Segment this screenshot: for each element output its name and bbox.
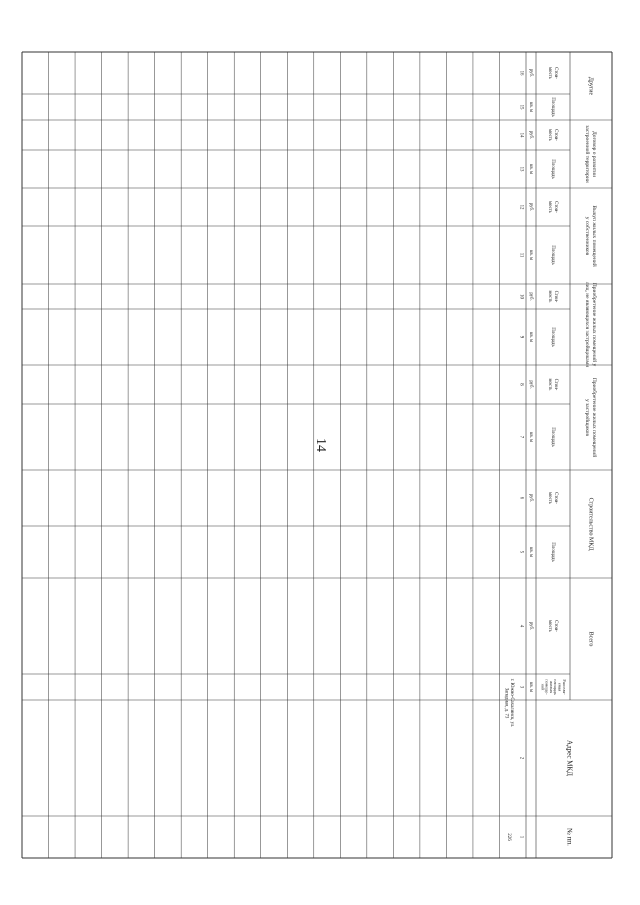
cell-address: г. Южно-Сахалинск, ул. [508,678,514,728]
subheader-area: Площадь [549,159,555,179]
column-number: 4 [518,624,524,628]
subheader-cost: Стои- [552,290,558,303]
column-number: 12 [518,204,524,210]
group-header: Договор о развитии [591,130,598,178]
unit-label: кв. м [527,249,533,261]
subheader-cost: мость [546,67,552,79]
subheader-resettled: ний [540,683,546,691]
group-header: застроенной территории [584,125,591,183]
cell-num: 226 [506,833,512,841]
group-header: Выкуп жилых помещений [591,205,598,267]
subheader-area: Площадь [549,327,555,347]
unit-label: кв. м [527,681,533,693]
column-number: 9 [518,335,524,339]
subheader-resettled: емая [557,682,563,692]
subheader-cost: Стои- [552,201,558,213]
group-header: Приобретение жилых помещений [591,377,598,458]
subheader-cost: Стои- [552,378,558,391]
subheader-resettled: Расселя- [561,679,567,695]
subheader-area: Площадь [549,97,555,117]
unit-label: руб. [527,621,533,631]
subheader-cost: Стои- [552,67,558,79]
column-number: 15 [518,104,524,110]
subheader-cost: мость [546,290,552,303]
column-number: 11 [518,252,524,258]
column-number: 6 [518,496,524,500]
column-number: 13 [518,166,524,172]
subheader-cost: мость [546,378,552,391]
subheader-cost: мость [546,129,552,141]
column-number: 10 [518,294,524,299]
subheader-resettled: жилых [548,680,554,694]
unit-label: руб. [527,380,533,389]
subheader-area: Площадь [549,542,555,562]
subheader-resettled: площадь [553,679,559,695]
group-header: Другие [587,76,594,96]
column-number: 8 [518,383,524,386]
group-header: Всего [587,631,594,647]
subheader-cost: мость [546,620,552,632]
column-number: 2 [518,756,524,760]
table-content [503,67,598,846]
subheader-cost: мость [546,201,552,213]
column-number: 1 [518,835,524,839]
group-header: Строительство МКД [587,497,594,551]
unit-label: кв. м [527,331,533,343]
unit-label: руб. [527,130,533,140]
column-number: 3 [518,685,524,689]
unit-label: кв. м [527,101,533,113]
group-header: Приобретение жилых помещений у [591,282,598,367]
unit-label: кв. м [527,431,533,443]
header-num: № пп. [565,828,574,846]
subheader-cost: мость [546,492,552,504]
subheader-cost: Стои- [552,492,558,504]
unit-label: руб. [527,68,533,78]
cell-address: Западная, д. 73 [503,687,509,719]
unit-label: руб. [527,292,533,301]
group-header: у собственников [584,216,591,256]
subheader-cost: Стои- [552,620,558,632]
unit-label: руб. [527,493,533,503]
column-number: 5 [518,550,524,554]
table-grid [22,52,612,858]
subheader-area: Площадь [549,245,555,265]
column-number: 7 [518,435,524,439]
subheader-cost: Стои- [552,129,558,141]
subheader-area: Площадь [549,427,555,447]
page-number: 14 [313,438,328,452]
column-number: 16 [518,70,524,76]
group-header: лиц, не являющихся застройщиками [584,281,591,368]
unit-label: кв. м [527,163,533,175]
unit-label: руб. [527,202,533,212]
header-address: Адрес МКД [565,740,574,776]
column-number: 14 [518,132,524,138]
subheader-resettled: помеще- [544,679,550,695]
unit-label: кв. м [527,546,533,558]
group-header: у застройщиков [584,398,591,437]
